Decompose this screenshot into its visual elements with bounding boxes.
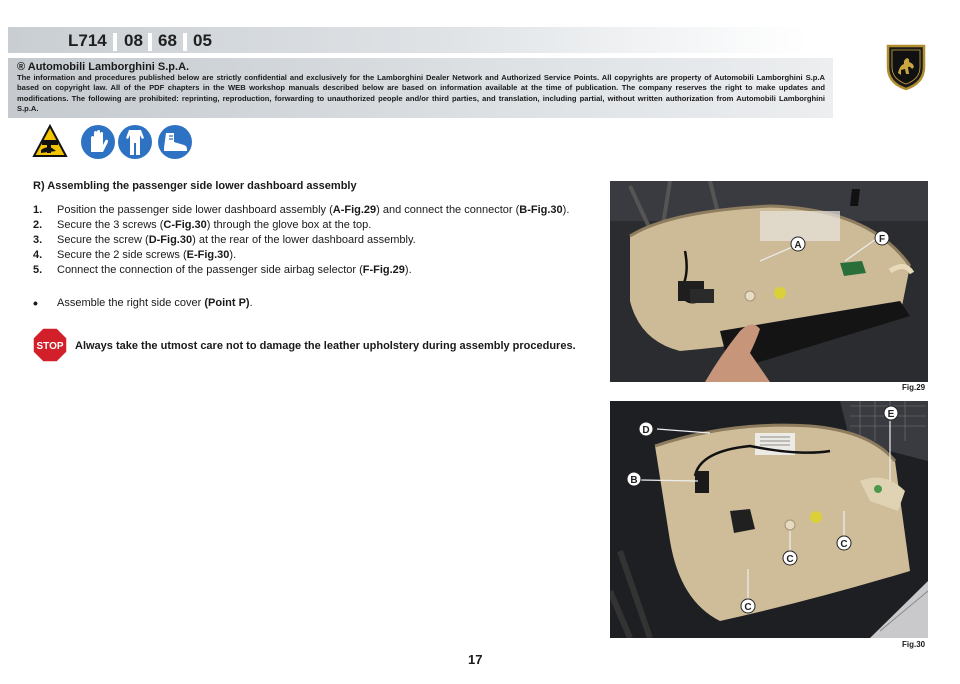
safety-shoes-icon	[157, 124, 193, 160]
step-item	[33, 204, 593, 217]
callout-f: F	[878, 234, 886, 245]
step-number: 4.	[33, 249, 43, 261]
bullet-text-bold: (Point P)	[204, 297, 250, 309]
step-text-part: ).	[229, 249, 237, 261]
bullet-symbol: •	[33, 295, 38, 311]
code-separator	[113, 33, 117, 51]
callout-d: D	[642, 425, 650, 436]
step-text	[57, 204, 569, 217]
figure-reference: F-Fig.29	[362, 264, 405, 276]
manual-code-group: 08	[124, 31, 143, 50]
stop-label: STOP	[36, 341, 64, 352]
step-text-part: ).	[404, 264, 412, 276]
warning-text: Always take the utmost care not to damage the leather upholstery during assembly procedures.	[75, 340, 576, 352]
callout-e: E	[887, 409, 895, 420]
page-number: 17	[468, 652, 483, 667]
step-text-part: ) at the rear of the lower dashboard assembly.	[192, 234, 416, 246]
bullet-text-end: .	[249, 297, 253, 309]
lamborghini-logo	[885, 43, 927, 91]
step-text	[57, 234, 416, 247]
step-text-part: Secure the 3 screws (	[57, 219, 164, 231]
bullet-item	[33, 297, 253, 309]
step-item	[33, 249, 593, 262]
figure-30-photo	[610, 401, 928, 638]
step-number: 1.	[33, 204, 43, 216]
procedure-section	[33, 180, 593, 279]
steps-list	[33, 204, 593, 277]
bullet-text-main: Assemble the right side cover	[57, 297, 205, 309]
step-number: 2.	[33, 219, 43, 231]
step-text-part: ) through the glove box at the top.	[206, 219, 372, 231]
step-text-part: ) and connect the connector (	[376, 204, 520, 216]
step-text-part: Secure the 2 side screws (	[57, 249, 187, 261]
hand-crush-warning-icon	[32, 124, 68, 160]
code-separator	[183, 33, 187, 51]
figure-29-label: Fig.29	[902, 383, 926, 392]
manual-code-model: L714	[68, 31, 107, 50]
callout-a: A	[794, 240, 802, 251]
figure-reference: C-Fig.30	[163, 219, 207, 231]
manual-code-section: 05	[193, 31, 212, 50]
notice-title: ® Automobili Lamborghini S.p.A.	[17, 61, 190, 73]
step-text-part: Secure the screw (	[57, 234, 149, 246]
code-separator	[148, 33, 152, 51]
figure-29-photo	[610, 181, 928, 382]
figure-30-label: Fig.30	[902, 640, 926, 649]
step-text	[57, 264, 412, 277]
step-text	[57, 219, 371, 232]
notice-text: The information and procedures published below are strictly confidential and exclusively for the Lamborghini Dealer Network and Authorized Service Points. All copyrights are property of Automobili Lamborghini S.p.A based on copyright law. All of the PDF chapters in the WEB workshop manuals described below are based on information available at the time of publication. The company reserves the right to make updates and modifications. The following are prohibited: reprinting, reproduction, forwarding to unauthorized people and/or third parties, and translation, including partial, without written authorization from Automobili Lamborghini S.p.A.	[17, 73, 825, 113]
stop-sign-icon	[32, 327, 68, 363]
step-text-part: Connect the connection of the passenger side airbag selector (	[57, 264, 363, 276]
gloves-icon	[80, 124, 116, 160]
figure-reference: B-Fig.30	[519, 204, 563, 216]
step-text	[57, 249, 236, 262]
figure-reference: A-Fig.29	[332, 204, 377, 216]
step-item	[33, 264, 593, 277]
step-number: 5.	[33, 264, 43, 276]
callout-b: B	[630, 475, 638, 486]
step-text-part: Position the passenger side lower dashboard assembly (	[57, 204, 333, 216]
bullet-text	[57, 297, 253, 309]
step-number: 3.	[33, 234, 43, 246]
section-title: R) Assembling the passenger side lower dashboard assembly	[33, 180, 357, 192]
manual-code-subgroup: 68	[158, 31, 177, 50]
figure-reference: D-Fig.30	[148, 234, 193, 246]
step-item	[33, 234, 593, 247]
callout-c: C	[840, 539, 848, 550]
callout-c: C	[786, 554, 794, 565]
step-item	[33, 219, 593, 232]
overalls-icon	[117, 124, 153, 160]
figure-reference: E-Fig.30	[186, 249, 230, 261]
step-text-part: ).	[562, 204, 570, 216]
callout-c: C	[744, 602, 752, 613]
